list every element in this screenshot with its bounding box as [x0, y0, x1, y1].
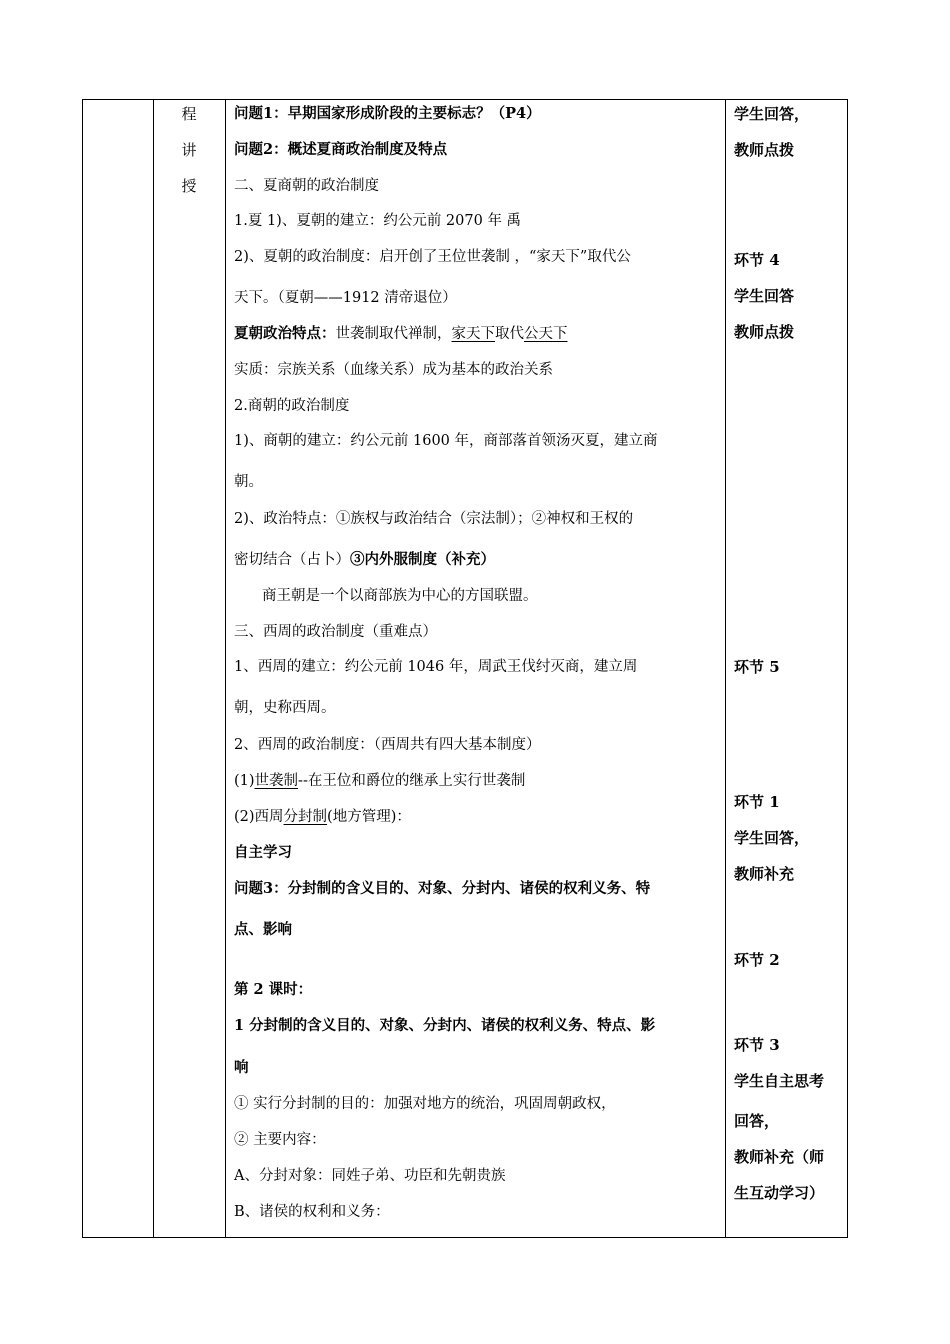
text: 2、西周的政治制度：（西周共有四大基本制度）: [234, 737, 541, 753]
content-line: [234, 699, 336, 717]
section-heading-xia-shang: [234, 177, 379, 195]
text: ① 实行分封制的目的：加强对地方的统治，巩固周朝政权，: [234, 1096, 616, 1112]
activity-note: 环节 3: [734, 1036, 780, 1054]
features-label: 夏朝政治特点：: [234, 325, 336, 342]
text: 1)、商朝的建立：约公元前 1600 年，商部落首领汤灭夏，建立商: [234, 433, 658, 449]
question-3-cont: [234, 921, 292, 939]
text: 实质：宗族关系（血缘关系）成为基本的政治关系: [234, 362, 553, 378]
text: 商王朝是一个以商部族为中心的方国联盟。: [262, 588, 538, 604]
section-heading-western-zhou: [234, 623, 437, 641]
text: 第 2 课时：: [234, 981, 313, 998]
content-line: [234, 1131, 326, 1149]
column-divider-2: [225, 100, 226, 1237]
content-line: [234, 432, 658, 450]
text: B、诸侯的权利和义务：: [234, 1204, 390, 1220]
text: A、分封对象：同姓子弟、功臣和先朝贵族: [234, 1168, 506, 1184]
text: ② 主要内容：: [234, 1132, 326, 1148]
text: 问题3：分封制的含义目的、对象、分封内、诸侯的权利义务、特: [234, 880, 651, 897]
content-line: [234, 1095, 616, 1113]
content-line: [234, 736, 540, 754]
content-line: [234, 289, 457, 307]
text: 1 分封制的含义目的、对象、分封内、诸侯的权利义务、特点、影: [234, 1017, 656, 1034]
underlined-term: 世袭制: [254, 773, 299, 789]
activity-note: 教师点拨: [734, 323, 795, 341]
text: 问题2：概述夏商政治制度及特点: [234, 141, 448, 158]
activity-note: 环节 4: [734, 251, 780, 269]
text: 朝，史称西周。: [234, 700, 336, 716]
text: 三、西周的政治制度（重难点）: [234, 624, 437, 640]
stage-label-column: [153, 99, 225, 1238]
activity-note: 学生自主思考: [734, 1072, 825, 1090]
activity-note: 学生回答，: [734, 829, 810, 847]
content-line: [234, 551, 495, 569]
text: 朝。: [234, 474, 263, 490]
content-line: [234, 1059, 249, 1077]
activity-note: 环节 2: [734, 951, 780, 969]
content-line: [234, 361, 553, 379]
text: 取代: [495, 326, 524, 342]
self-study-heading: [234, 844, 292, 862]
activity-note: 环节 5: [734, 658, 780, 676]
underlined-term: 家天下: [451, 326, 495, 342]
text: 2.商朝的政治制度: [234, 398, 350, 414]
question-2: [234, 141, 447, 159]
activity-note: 生互动学习）: [734, 1184, 825, 1202]
text: 1、西周的建立：约公元前 1046 年，周武王伐纣灭商，建立周: [234, 659, 638, 675]
lesson-2-heading: [234, 981, 312, 999]
text: 1.夏 1)、夏朝的建立：约公元前 2070 年 禹: [234, 213, 522, 229]
content-line: [234, 808, 411, 826]
activity-note: 教师补充: [734, 865, 795, 883]
stage-label-char-1: 程: [181, 105, 197, 123]
teaching-activity-column: [734, 99, 846, 1238]
text: 自主学习: [234, 844, 292, 861]
content-line: [262, 587, 538, 605]
question-1: [234, 105, 541, 123]
bold-text: ③内外服制度（补充）: [350, 551, 495, 568]
underlined-term: 分封制: [283, 809, 328, 825]
stage-label-char-3: 授: [181, 177, 197, 195]
activity-note: 环节 1: [734, 793, 780, 811]
activity-note: 学生回答，: [734, 105, 810, 123]
content-line: [234, 248, 631, 266]
content-line: [234, 510, 633, 528]
activity-note: 回答，: [734, 1112, 780, 1130]
text: 密切结合（占卜）: [234, 552, 350, 568]
stage-label-char-2: 讲: [181, 141, 197, 159]
text: (1): [234, 773, 255, 789]
text: 天下。（夏朝——1912 清帝退位）: [234, 290, 457, 306]
lesson-content-column: [234, 99, 719, 1238]
xia-political-features: [234, 325, 568, 343]
column-divider-3: [725, 100, 726, 1237]
text: 响: [234, 1059, 249, 1076]
underlined-term: 公天下: [524, 326, 568, 342]
content-line: [234, 397, 349, 415]
text: --在王位和爵位的继承上实行世袭制: [298, 773, 526, 789]
text: 2)、政治特点：①族权与政治结合（宗法制）；②神权和王权的: [234, 511, 634, 527]
text: 二、夏商朝的政治制度: [234, 178, 379, 194]
activity-note: 学生回答: [734, 287, 795, 305]
text: (2)西周: [234, 809, 284, 825]
content-line: [234, 772, 525, 790]
text: 点、影响: [234, 921, 292, 938]
text: 问题1：早期国家形成阶段的主要标志？（P4）: [234, 105, 541, 122]
text: (地方管理)：: [327, 809, 411, 825]
question-3: [234, 880, 650, 898]
content-line: [234, 658, 637, 676]
activity-note: 教师补充（师: [734, 1148, 825, 1166]
content-line: [234, 212, 521, 230]
activity-note: 教师点拨: [734, 141, 795, 159]
content-line: [234, 473, 263, 491]
content-line: [234, 1203, 390, 1221]
content-line: [234, 1167, 505, 1185]
content-line: [234, 1017, 655, 1035]
text: 2)、夏朝的政治制度：启开创了王位世袭制 ，“家天下”取代公: [234, 249, 631, 265]
text: 世袭制取代禅制，: [335, 326, 452, 342]
